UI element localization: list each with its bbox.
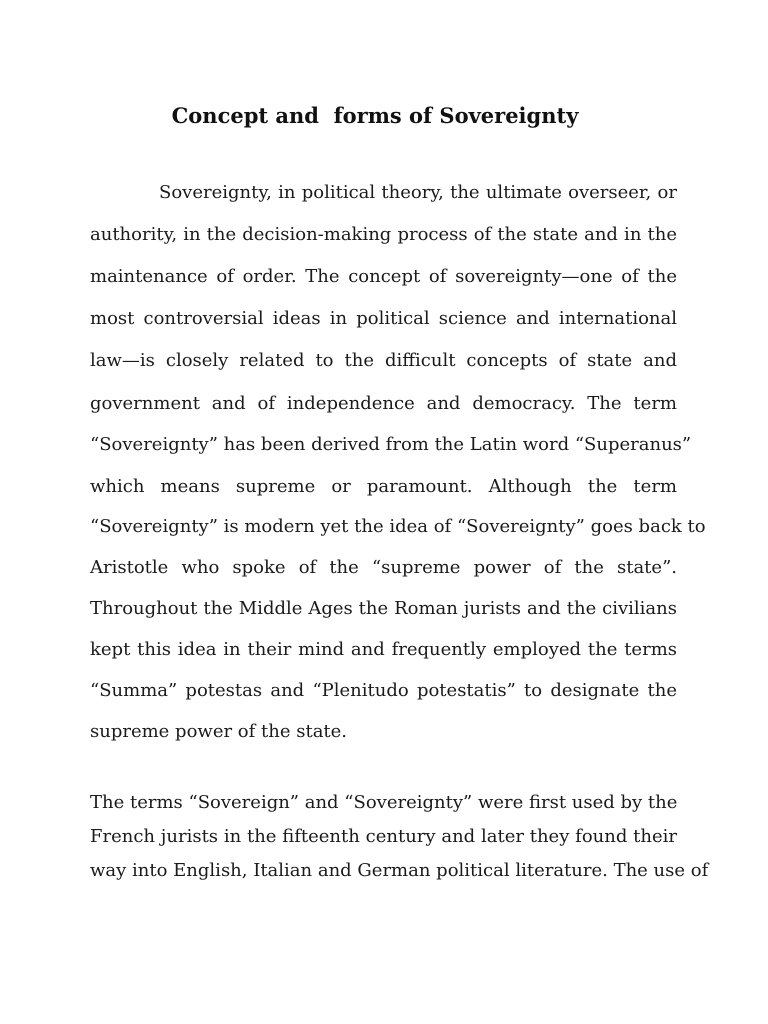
paragraph-1-line: “Sovereignty” has been derived from the Latin word “Superanus” [90,434,692,455]
paragraph-1-line: kept this idea in their mind and frequently employed the terms [90,639,677,660]
paragraph-2-line: French jurists in the fifteenth century and later they found their [90,826,677,847]
paragraph-1-line: supreme power of the state. [90,721,348,742]
paragraph-2-line: way into English, Italian and German political literature. The use of [90,860,709,881]
paragraph-1-line: Throughout the Middle Ages the Roman jurists and the civilians [90,598,677,619]
paragraph-1-line: authority, in the decision-making process of the state and in the [90,224,677,245]
paragraph-1-line: most controversial ideas in political science and international [90,308,677,329]
paragraph-2-line: The terms “Sovereign” and “Sovereignty” were first used by the [90,792,678,813]
paragraph-1-line: which means supreme or paramount. Although the term [90,476,677,497]
paragraph-1-line: “Summa” potestas and “Plenitudo potestatis” to designate the [90,680,677,701]
paragraph-1-line: law—is closely related to the difficult concepts of state and [90,350,677,371]
paragraph-1-line: “Sovereignty” is modern yet the idea of “Sovereignty” goes back to [90,516,706,537]
paragraph-1-line: Sovereignty, in political theory, the ultimate overseer, or [159,182,677,203]
paragraph-1-line: Aristotle who spoke of the “supreme power of the state”. [90,557,677,578]
paragraph-1-line: government and of independence and democracy. The term [90,393,677,414]
document-title: Concept and forms of Sovereignty [171,103,579,128]
paragraph-1-line: maintenance of order. The concept of sovereignty—one of the [90,266,677,287]
